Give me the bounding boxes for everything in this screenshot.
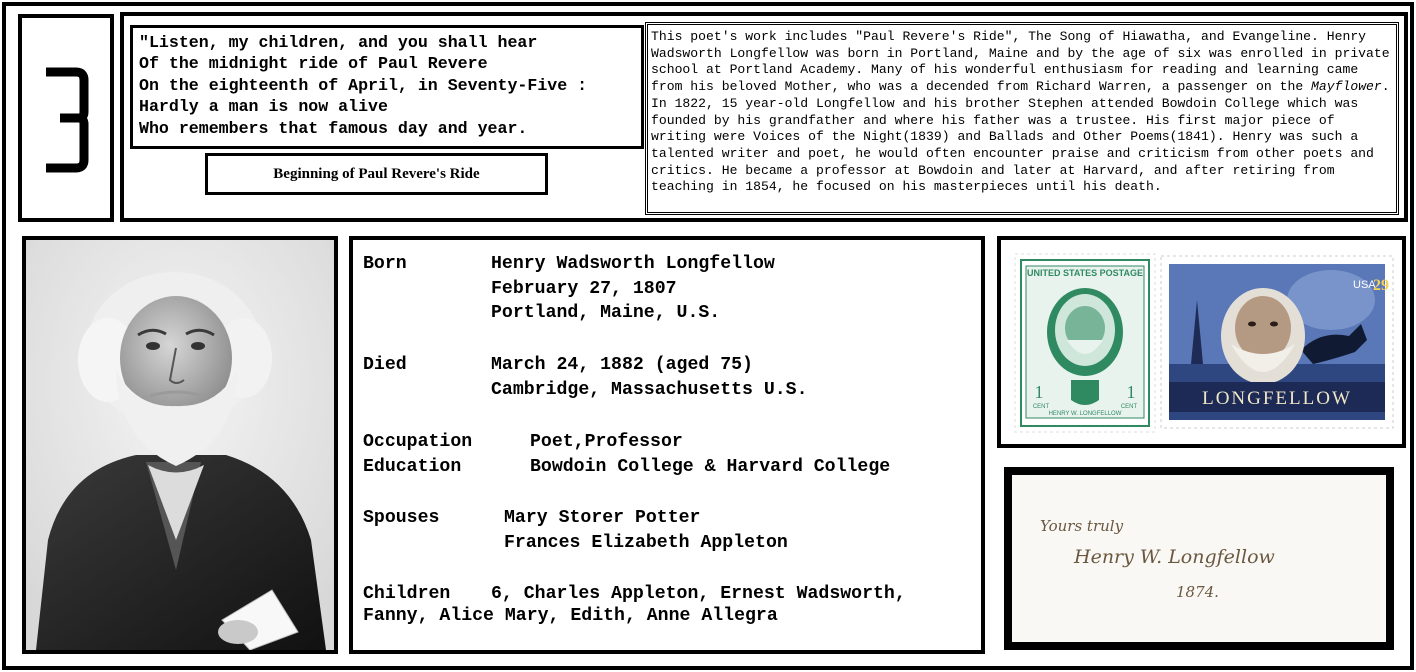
biography-text: This poet's work includes "Paul Revere's Ride", The Song of Hiawatha, and Evangeline. Henry Wadsworth Longfellow was born in Portland, Maine and by the age of six was enrolled in private school at Portland Academy. Many of his wonderful enthusiasm for reading and learning came from his beloved Mother, who was a decended from Richard Warren, a passenger on the Mayflower. In 1822, 15 year-old Longfellow and his brother Stephen attended Bowdoin College which was founded by his grandfather and where his father was a trustee. His first major piece of writing were Voices of the Night(1839) and Ballads and Other Poems(1841). Henry was such a talented writer and poet, he would often encounter praise and criticism from other poets and critics. He became a professor at Bowdoin and later at Harvard, and after retiring from teaching in 1854, he focused on his masterpieces until his death. bbox=[651, 29, 1390, 195]
education-label: Education bbox=[363, 456, 462, 477]
quote-line: "Listen, my children, and you shall hear bbox=[139, 33, 538, 52]
stamps-panel bbox=[997, 236, 1406, 448]
stamps-illustration bbox=[1001, 240, 1402, 444]
children-line-1: 6, Charles Appleton, Ernest Wadsworth, bbox=[491, 584, 906, 604]
signature-line-2: Henry W. Longfellow bbox=[1074, 546, 1275, 568]
occupation-label: Occupation bbox=[363, 432, 473, 452]
signature-card bbox=[1004, 467, 1394, 650]
portrait-illustration bbox=[26, 240, 334, 650]
facts-box bbox=[349, 236, 985, 654]
occupation-value: Poet,Professor bbox=[530, 432, 683, 452]
quote-line: Of the midnight ride of Paul Revere bbox=[139, 54, 488, 74]
children-label: Children bbox=[363, 584, 451, 604]
died-section bbox=[363, 353, 808, 402]
green-stamp-cent-left: CENT bbox=[1032, 404, 1050, 410]
quote-line: On the eighteenth of April, in Seventy-Five : bbox=[139, 75, 588, 95]
biography-box bbox=[645, 22, 1399, 215]
spouse-2: Frances Elizabeth Appleton bbox=[504, 532, 788, 553]
children-section bbox=[363, 583, 906, 627]
spouses-section bbox=[363, 506, 788, 555]
signature-line-1: Yours truly bbox=[1040, 517, 1124, 535]
occupation-section bbox=[363, 430, 890, 479]
born-place: Portland, Maine, U.S. bbox=[491, 303, 721, 323]
spouses-label: Spouses bbox=[363, 508, 440, 528]
green-stamp-value-left: 1 bbox=[1034, 382, 1044, 402]
portrait-photo bbox=[22, 236, 338, 654]
children-line-2: Fanny, Alice Mary, Edith, Anne Allegra bbox=[363, 606, 778, 626]
blue-stamp bbox=[1161, 256, 1393, 428]
quote-line: Hardly a man is now alive bbox=[139, 97, 388, 117]
quote-line: Who remembers that famous day and year. bbox=[139, 118, 528, 138]
education-value: Bowdoin College & Harvard College bbox=[530, 456, 891, 477]
quote-box bbox=[130, 25, 644, 149]
born-label: Born bbox=[363, 254, 407, 274]
green-stamp bbox=[1015, 254, 1155, 432]
green-stamp-cent-right: CENT bbox=[1120, 404, 1138, 410]
died-date: March 24, 1882 (aged 75) bbox=[491, 355, 753, 375]
blue-stamp-name: LONGFELLOW bbox=[1202, 388, 1352, 409]
chapter-number-text: 3 bbox=[65, 211, 67, 214]
green-stamp-value-right: 1 bbox=[1126, 382, 1136, 402]
died-place: Cambridge, Massachusetts U.S. bbox=[491, 379, 808, 400]
born-date: February 27, 1807 bbox=[491, 278, 677, 299]
quote-caption: Beginning of Paul Revere's Ride bbox=[205, 153, 548, 195]
signature-line-3: 1874. bbox=[1176, 583, 1219, 601]
chapter-number bbox=[22, 18, 110, 218]
green-stamp-header: UNITED STATES POSTAGE bbox=[1026, 268, 1144, 278]
green-stamp-name: HENRY W. LONGFELLOW bbox=[1048, 411, 1122, 417]
biography-italic: Mayflower bbox=[1311, 79, 1382, 95]
spouse-1: Mary Storer Potter bbox=[504, 508, 701, 528]
died-label: Died bbox=[363, 355, 407, 375]
blue-stamp-value: 29 bbox=[1373, 277, 1389, 294]
born-section bbox=[363, 252, 775, 326]
chapter-number-box bbox=[18, 14, 114, 222]
born-name: Henry Wadsworth Longfellow bbox=[491, 254, 775, 274]
blue-stamp-country: USA bbox=[1353, 279, 1376, 291]
signature-illustration bbox=[1012, 475, 1386, 642]
